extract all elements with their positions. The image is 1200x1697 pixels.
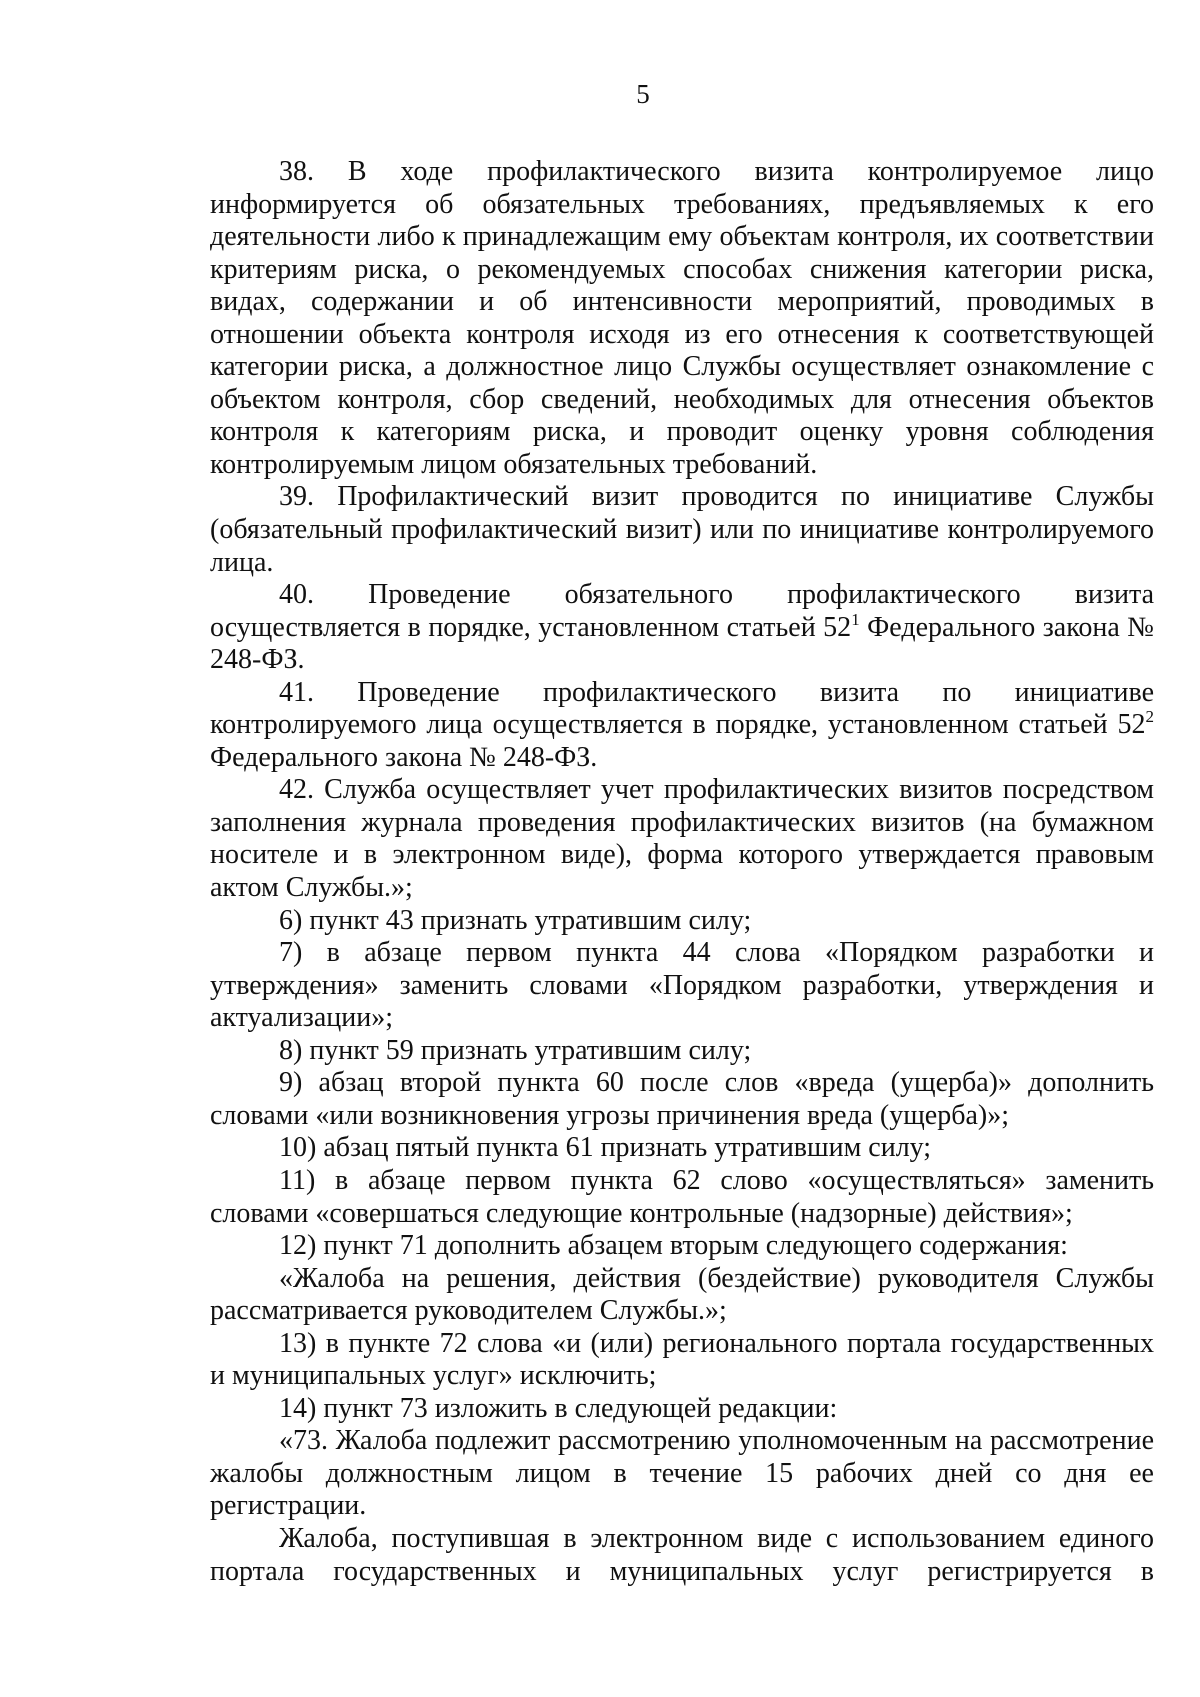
superscript-1: 1 [851,609,860,629]
amendment-item-7: 7) в абзаце первом пункта 44 слова «Порядком разработки и утверждения» заменить словами «Порядком разработки, утверждения и актуализации»; [210,937,1154,1034]
amendment-item-14: 14) пункт 73 изложить в следующей редакции: [279,1392,838,1424]
amendment-item-12: 12) пункт 71 дополнить абзацем вторым следующего содержания: [279,1230,1068,1262]
quoted-paragraph-71: «Жалоба на решения, действия (бездействие) руководителя Службы рассматривается руководителем Службы.»; [210,1262,1154,1327]
quoted-paragraph-73: «73. Жалоба подлежит рассмотрению уполномоченным на рассмотрение жалобы должностным лицом в течение 15 рабочих дней со дня ее регистрации. [210,1425,1154,1522]
paragraph-38: 38. В ходе профилактического визита контролируемое лицо информируется об обязательных требованиях, предъявляемых к его деятельности либо к принадлежащим ему объектам контроля, их соответствии критериям риска, о рекомендуемых способах снижения категории риска, видах, содержании и об интенсивности мероприятий, проводимых в отношении объекта контроля исходя из его отнесения к соответствующей категории риска, а должностное лицо Службы осуществляет ознакомление с объектом контроля, сбор сведений, необходимых для отнесения объектов контроля к категориям риска, и проводит оценку уровня соблюдения контролируемым лицом обязательных требований. [210,156,1154,480]
paragraph-40 [210,579,1154,677]
amendment-item-6: 6) пункт 43 признать утратившим силу; [279,904,752,936]
amendment-item-13: 13) в пункте 72 слова «и (или) регионального портала государственных и муниципальных услуг» исключить; [210,1327,1154,1392]
paragraph-41 [210,677,1154,775]
amendment-item-10: 10) абзац пятый пункта 61 признать утратившим силу; [279,1132,932,1164]
page-number: 5 [636,79,650,109]
document-body [210,156,1154,1588]
amendment-item-8: 8) пункт 59 признать утратившим силу; [279,1034,752,1066]
amendment-item-11: 11) в абзаце первом пункта 62 слово «осуществляться» заменить словами «совершаться следующие контрольные (надзорные) действия»; [210,1164,1154,1229]
paragraph-39: 39. Профилактический визит проводится по инициативе Службы (обязательный профилактический визит) или по инициативе контролируемого лица. [210,481,1154,578]
paragraph-40-text: 40. Проведение обязательного профилактического визита осуществляется в порядке, установленном статьей 52 [210,579,1154,643]
superscript-2: 2 [1145,707,1154,727]
amendment-item-9: 9) абзац второй пункта 60 после слов «вреда (ущерба)» дополнить словами «или возникновения угрозы причинения вреда (ущерба)»; [210,1067,1154,1131]
quoted-paragraph-73-continued: Жалоба, поступившая в электронном виде с использованием единого портала государственных и муниципальных услуг регистрируется в [210,1522,1154,1587]
paragraph-41-text-end: Федерального закона № 248-ФЗ. [210,741,598,773]
paragraph-40-text-end: Федерального закона № 248-ФЗ. [210,611,1154,676]
paragraph-42: 42. Служба осуществляет учет профилактических визитов посредством заполнения журнала проведения профилактических визитов (на бумажном носителе и в электронном виде), форма которого утверждается правовым актом Службы.»; [210,774,1154,904]
paragraph-41-text: 41. Проведение профилактического визита по инициативе контролируемого лица осуществляется в порядке, установленном статьей 52 [210,676,1154,741]
